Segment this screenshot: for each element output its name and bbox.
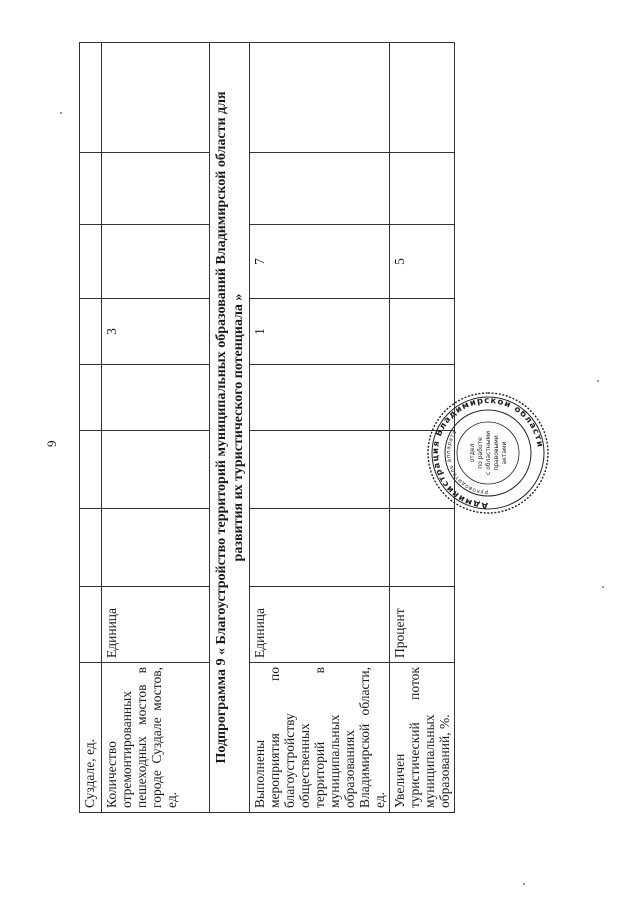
value-cell bbox=[80, 431, 102, 509]
value-cell bbox=[250, 431, 390, 509]
section-row bbox=[210, 43, 250, 813]
value-cell bbox=[80, 365, 102, 431]
table-row bbox=[80, 43, 102, 813]
table-row bbox=[102, 43, 210, 813]
indicator-table-wrap bbox=[79, 43, 452, 813]
row-label: Увеличен туристический поток муниципальных образований, %. bbox=[390, 663, 455, 813]
value-cell bbox=[390, 153, 455, 225]
value-cell bbox=[250, 509, 390, 587]
value-cell bbox=[102, 365, 210, 431]
value-cell bbox=[80, 509, 102, 587]
value-cell bbox=[102, 509, 210, 587]
value-cell bbox=[80, 299, 102, 365]
page-number: 9 bbox=[44, 440, 59, 447]
value-cell bbox=[250, 43, 390, 153]
seal-center-line: правовыми bbox=[493, 435, 500, 471]
value-cell bbox=[250, 153, 390, 225]
scan-speck bbox=[60, 112, 62, 114]
seal-center-line: с областными bbox=[485, 431, 492, 475]
seal-center-line: по работе bbox=[477, 437, 484, 469]
unit-cell: Единица bbox=[250, 587, 390, 663]
unit-cell: Процент bbox=[390, 587, 455, 663]
value-cell bbox=[390, 509, 455, 587]
section-heading bbox=[210, 43, 250, 813]
value-cell: 1 bbox=[250, 299, 390, 365]
value-cell bbox=[80, 43, 102, 153]
seal-inner-text: руководитель аппарата bbox=[445, 429, 489, 496]
value-cell bbox=[390, 43, 455, 153]
value-cell bbox=[80, 153, 102, 225]
section-heading-line: развития их туристического потенциала » bbox=[230, 293, 246, 562]
value-cell: 5 bbox=[390, 225, 455, 299]
row-label: Количество отремонтированных пешеходных мостов в городе Суздале мостов, ед. bbox=[102, 663, 210, 813]
value-cell bbox=[80, 225, 102, 299]
seal-center-line: отдел bbox=[469, 443, 476, 463]
value-cell bbox=[390, 299, 455, 365]
seal-outer-text: Администрация Владимирской области bbox=[430, 395, 545, 511]
seal-graphic bbox=[426, 391, 550, 515]
value-cell: 3 bbox=[102, 299, 210, 365]
value-cell bbox=[102, 153, 210, 225]
scan-speck bbox=[523, 883, 525, 885]
row-label: Выполнены мероприятия по благоустройству общественных территорий в муниципальных образованиях Владимирской области, ед. bbox=[250, 663, 390, 813]
unit-cell: Единица bbox=[102, 587, 210, 663]
unit-cell bbox=[80, 587, 102, 663]
value-cell: 7 bbox=[250, 225, 390, 299]
row-label: Суздале, ед. bbox=[80, 663, 102, 813]
value-cell bbox=[102, 431, 210, 509]
scan-speck bbox=[597, 380, 599, 382]
value-cell bbox=[250, 365, 390, 431]
section-heading-line: Подпрограмма 9 « Благоустройство территорий муниципальных образований Владимирской области для bbox=[213, 91, 229, 764]
table-row bbox=[250, 43, 390, 813]
value-cell bbox=[102, 225, 210, 299]
seal-center-line: актами bbox=[501, 441, 508, 465]
indicator-table bbox=[79, 42, 455, 813]
official-seal bbox=[426, 391, 550, 515]
scan-speck bbox=[602, 586, 604, 588]
value-cell bbox=[102, 43, 210, 153]
